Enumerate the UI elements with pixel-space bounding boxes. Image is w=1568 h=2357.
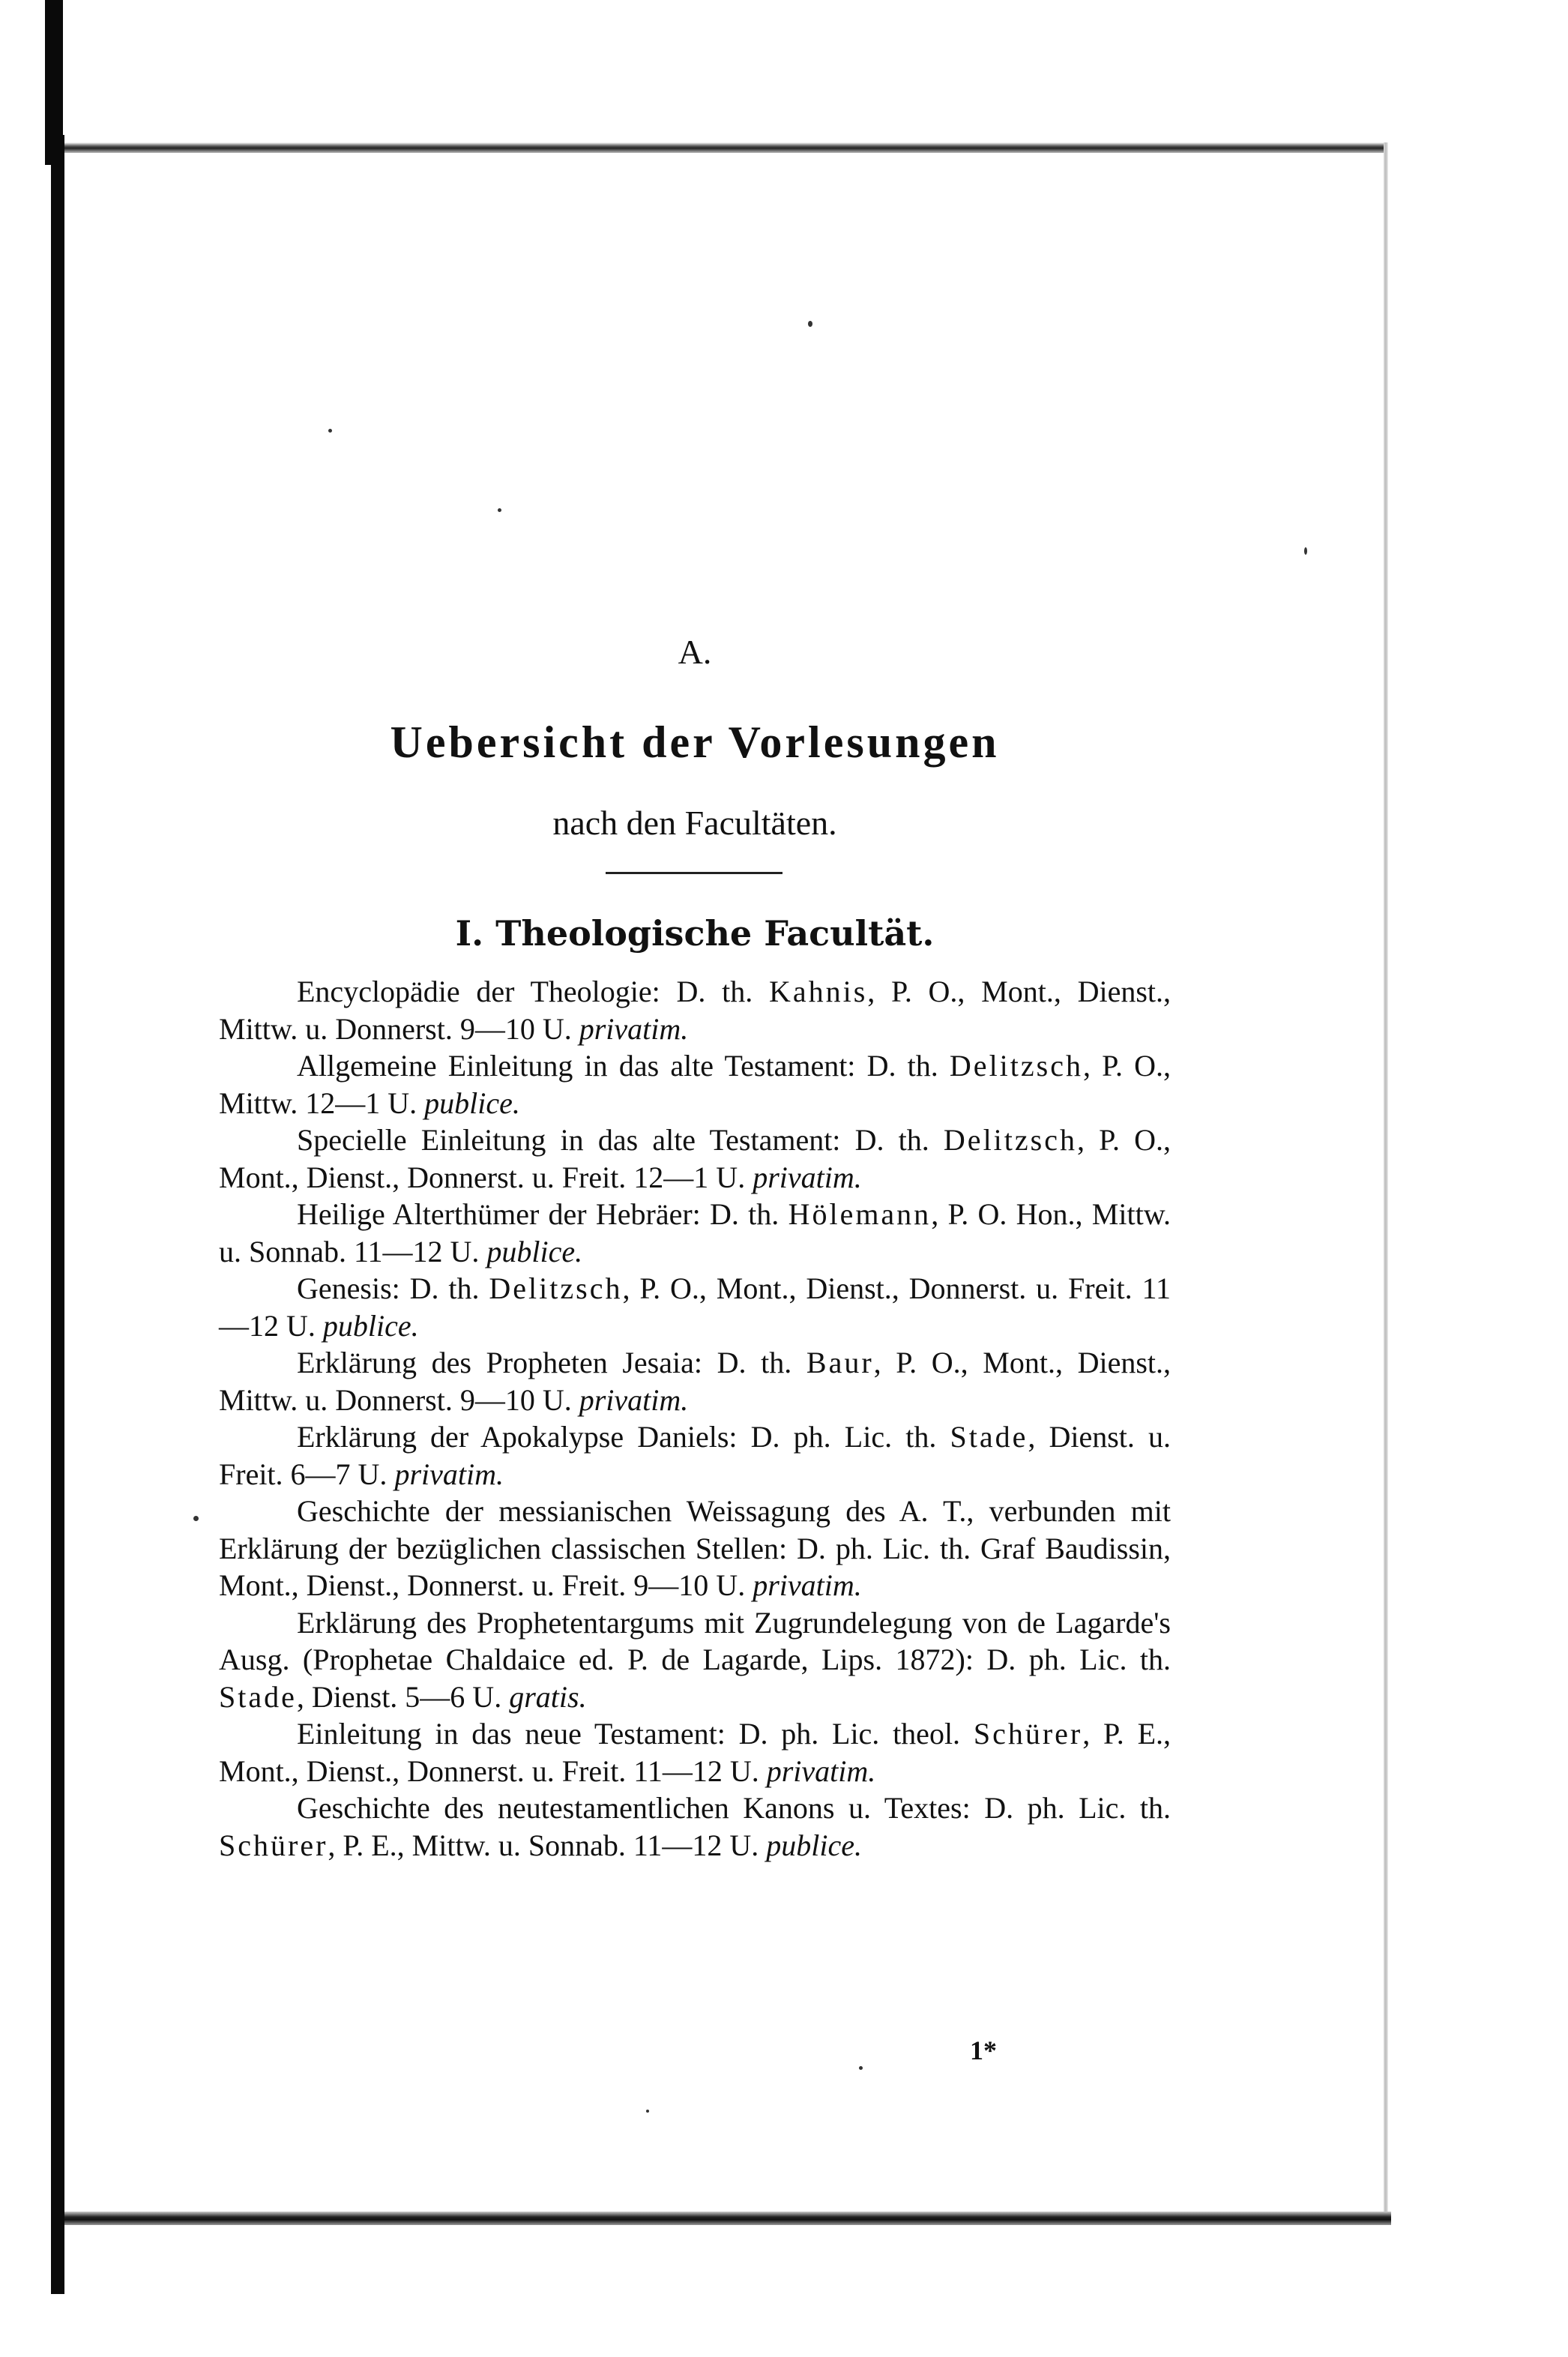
page-title: Uebersicht der Vorlesungen (390, 717, 1000, 767)
page-top-edge (64, 142, 1384, 153)
lecture-schedule: , P. O., Mont., Dienst., Donnerst. u. Freit. 11—12 U. (219, 1271, 1171, 1343)
lecture-schedule: , P. E., Mont., Dienst., Donnerst. u. Freit. 11—12 U. (219, 1717, 1172, 1788)
lecturer-name: Schürer (973, 1717, 1083, 1751)
lecture-text: Erklärung des Propheten Jesaia: D. th. (297, 1346, 806, 1379)
lecturer-name: Baur (806, 1346, 874, 1379)
lecture-schedule: , P. O. Hon., Mittw. u. Sonnab. 11—12 U. (219, 1197, 1172, 1268)
page-subtitle: nach den Facultäten. (552, 804, 837, 842)
lecture-mode: privatim. (753, 1568, 862, 1602)
lecture-schedule: , P. O., Mittw. 12—1 U. (219, 1049, 1172, 1120)
lecture-schedule: , Mont., Dienst., Donnerst. u. Freit. 9—10 U. (219, 1531, 1171, 1602)
lecture-mode: publice. (424, 1086, 520, 1120)
lecture-schedule: , P. O., Mont., Dienst., Mittw. u. Donnerst. 9—10 U. (219, 1346, 1172, 1417)
lecture-list (219, 973, 1171, 1864)
scan-speck (193, 1516, 199, 1521)
lecture-schedule: , Dienst. u. Freit. 6—7 U. (219, 1420, 1172, 1491)
binding-shadow (51, 135, 64, 2294)
lecture-entry (219, 1493, 1171, 1604)
page-bottom-edge (64, 2212, 1391, 2225)
lecture-text: Heilige Alterthümer der Hebräer: D. th. (297, 1197, 788, 1231)
lecturer-name: Delitzsch (949, 1049, 1083, 1083)
lecture-text: Einleitung in das neue Testament: D. ph. Lic. theol. (297, 1717, 974, 1751)
scan-speck (646, 2110, 649, 2113)
lecture-entry (219, 1122, 1171, 1196)
lecture-mode: privatim. (766, 1754, 876, 1788)
lecture-mode: privatim. (394, 1457, 504, 1491)
lecture-entry (219, 1344, 1171, 1418)
lecturer-name: Stade (219, 1679, 297, 1714)
lecture-text: Allgemeine Einleitung in das alte Testament: D. th. (297, 1049, 950, 1083)
lecture-mode: gratis. (509, 1679, 587, 1714)
scan-speck (808, 321, 812, 327)
page-right-edge (1384, 142, 1388, 2219)
lecturer-name: Hölemann (788, 1197, 932, 1231)
scan-speck (328, 429, 332, 433)
lecture-text: Genesis: D. th. (297, 1271, 489, 1305)
section-heading: I. Theologische Facultät. (455, 913, 935, 954)
title-divider (606, 872, 783, 874)
lecture-schedule: , Dienst. 5—6 U. (296, 1679, 510, 1714)
lecturer-name: Kahnis (768, 975, 868, 1008)
lecture-text: Geschichte des neutestamentlichen Kanons u. Textes: D. ph. Lic. th. (297, 1791, 1171, 1825)
lecture-entry (219, 973, 1171, 1047)
lecture-text: Encyclopädie der Theologie: D. th. (297, 975, 769, 1008)
lecture-text: Specielle Einleitung in das alte Testament: D. th. (297, 1123, 944, 1157)
lecture-entry (219, 1270, 1171, 1344)
lecturer-name: Graf Baudissin (980, 1531, 1163, 1565)
lecturer-name: Schürer (219, 1828, 328, 1862)
lecture-entry (219, 1715, 1171, 1789)
lecture-entry (219, 1418, 1171, 1493)
lecture-mode: privatim. (579, 1382, 689, 1417)
lecture-text: Erklärung des Prophetentargums mit Zugrundelegung von de Lagarde's Ausg. (Prophetae Chaldaice ed. P. de Lagarde, Lips. 1872): D. ph. Lic. th. (219, 1605, 1171, 1676)
lecture-schedule: , P. O., Mont., Dienst., Donnerst. u. Freit. 12—1 U. (219, 1123, 1172, 1194)
signature-mark: 1* (970, 2035, 997, 2065)
lecture-entry (219, 1789, 1171, 1864)
lecturer-name: Delitzsch (489, 1271, 623, 1305)
scan-speck (1304, 547, 1307, 555)
lecture-mode: privatim. (753, 1160, 862, 1194)
lecture-schedule: , P. O., Mont., Dienst., Mittw. u. Donnerst. 9—10 U. (219, 975, 1172, 1046)
lecture-mode: privatim. (579, 1011, 689, 1046)
lecture-schedule: , P. E., Mittw. u. Sonnab. 11—12 U. (328, 1828, 767, 1862)
lecturer-name: Stade (950, 1420, 1028, 1454)
lecture-text: Erklärung der Apokalypse Daniels: D. ph. Lic. th. (297, 1420, 950, 1454)
part-letter: A. (678, 633, 712, 671)
page-margin-left (0, 0, 46, 2357)
lecture-mode: publice. (322, 1308, 419, 1343)
scan-speck (859, 2066, 863, 2070)
lecture-mode: publice. (486, 1234, 583, 1268)
lecture-text: Geschichte der messianischen Weissagung des A. T., verbunden mit Erklärung der bezüglichen classischen Stellen: D. ph. Lic. th. (219, 1494, 1171, 1565)
lecture-entry (219, 1047, 1171, 1122)
lecturer-name: Delitzsch (943, 1123, 1077, 1157)
lecture-mode: publice. (766, 1828, 862, 1862)
lecture-entry (219, 1604, 1171, 1716)
lecture-entry (219, 1196, 1171, 1270)
scan-speck (498, 508, 501, 512)
